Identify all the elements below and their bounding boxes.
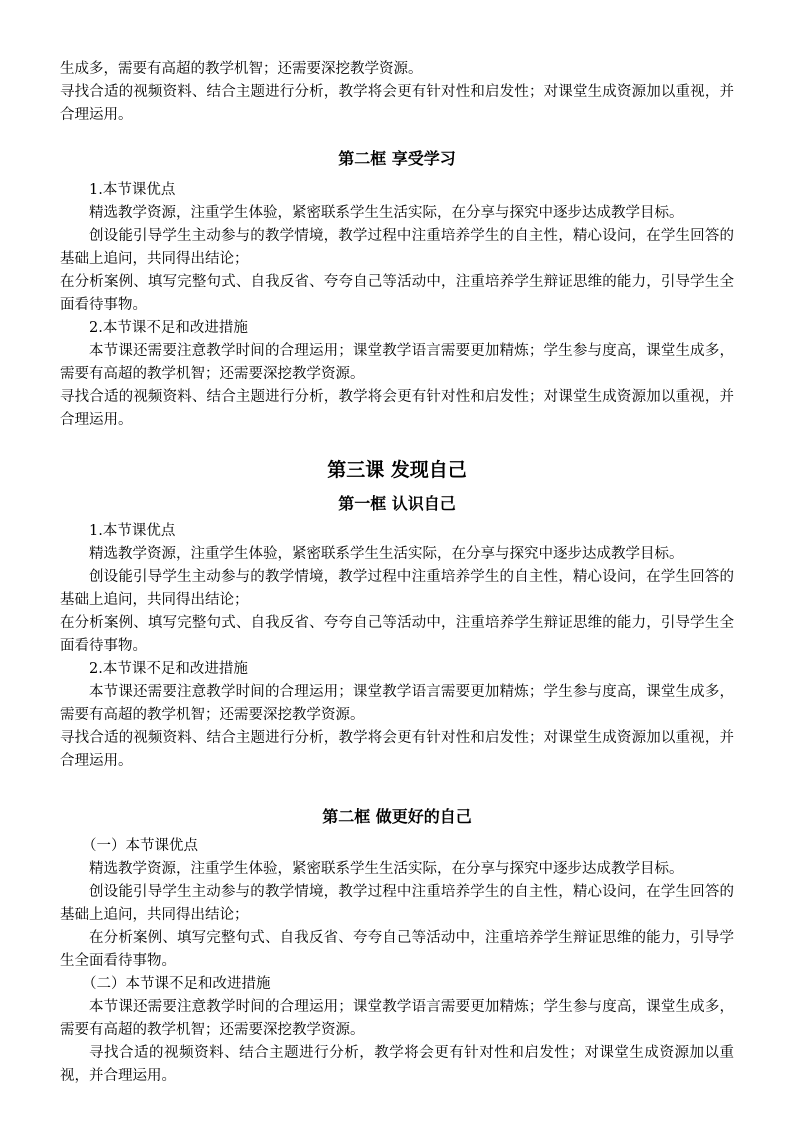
subheading: （一）本节课优点 [82,838,198,854]
document-page [60,58,734,1088]
subheading: 2.本节课不足和改进措施 [89,661,248,677]
paragraph: 精选教学资源，注重学生体验，紧密联系学生生活实际，在分享与探究中逐步达成教学目标。 [89,546,684,562]
paragraph: 本节课还需要注意教学时间的合理运用；课堂教学语言需要更加精炼；学生参与度高，课堂生成多，需要有高超的教学机智；还需要深挖教学资源。 [60,684,734,723]
paragraph: 寻找合适的视频资料、结合主题进行分析，教学将会更有针对性和启发性；对课堂生成资源加以重视，并合理运用。 [60,1045,734,1084]
subheading: 2.本节课不足和改进措施 [89,320,248,336]
paragraph: 创设能引导学生主动参与的教学情境，教学过程中注重培养学生的自主性，精心设问，在学生回答的基础上追问，共同得出结论； [60,228,734,267]
lesson-title: 第三课 发现自己 [327,459,467,481]
subheading: 1.本节课优点 [89,523,176,539]
paragraph: 在分析案例、填写完整句式、自我反省、夸夸自己等活动中，注重培养学生辩证思维的能力，引导学生全面看待事物。 [60,615,734,654]
paragraph: 创设能引导学生主动参与的教学情境，教学过程中注重培养学生的自主性，精心设问，在学生回答的基础上追问，共同得出结论； [60,569,734,608]
paragraph: 寻找合适的视频资料、结合主题进行分析，教学将会更有针对性和启发性；对课堂生成资源加以重视，并合理运用。 [60,389,734,428]
paragraph: 精选教学资源，注重学生体验，紧密联系学生生活实际，在分享与探究中逐步达成教学目标。 [89,861,684,877]
paragraph: 精选教学资源，注重学生体验，紧密联系学生生活实际，在分享与探究中逐步达成教学目标。 [89,205,684,221]
section-title: 第二框 享受学习 [338,149,456,168]
paragraph: 寻找合适的视频资料、结合主题进行分析，教学将会更有针对性和启发性；对课堂生成资源加以重视，并合理运用。 [60,84,734,123]
paragraph: 创设能引导学生主动参与的教学情境，教学过程中注重培养学生的自主性，精心设问，在学生回答的基础上追问，共同得出结论； [60,884,734,923]
paragraph: 生成多，需要有高超的教学机智；还需要深挖教学资源。 [60,61,423,77]
section-title: 第二框 做更好的自己 [322,807,472,826]
paragraph: 本节课还需要注意教学时间的合理运用；课堂教学语言需要更加精炼；学生参与度高，课堂生成多，需要有高超的教学机智；还需要深挖教学资源。 [60,999,734,1038]
paragraph: 在分析案例、填写完整句式、自我反省、夸夸自己等活动中，注重培养学生辩证思维的能力，引导学生全面看待事物。 [60,274,734,313]
subheading: 1.本节课优点 [89,182,176,198]
section-title: 第一框 认识自己 [338,494,456,513]
paragraph: 本节课还需要注意教学时间的合理运用；课堂教学语言需要更加精炼；学生参与度高，课堂生成多，需要有高超的教学机智；还需要深挖教学资源。 [60,343,734,382]
subheading: （二）本节课不足和改进措施 [82,976,271,992]
paragraph: 在分析案例、填写完整句式、自我反省、夸夸自己等活动中，注重培养学生辩证思维的能力，引导学生全面看待事物。 [60,930,734,969]
paragraph: 寻找合适的视频资料、结合主题进行分析，教学将会更有针对性和启发性；对课堂生成资源加以重视，并合理运用。 [60,730,734,769]
